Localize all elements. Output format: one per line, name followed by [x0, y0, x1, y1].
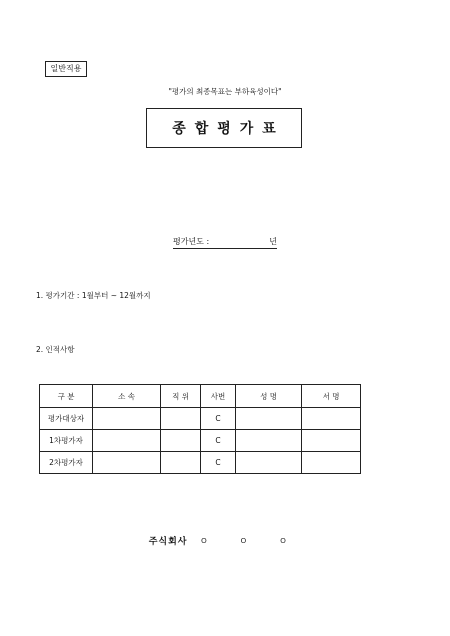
document-type-tag: 일반직용 — [45, 61, 87, 77]
row-label: 평가대상자 — [40, 408, 93, 430]
header-signature: 서 명 — [302, 385, 361, 408]
row-label: 1차평가자 — [40, 430, 93, 452]
employee-id-cell[interactable]: C — [201, 430, 236, 452]
department-cell[interactable] — [93, 408, 161, 430]
table-row — [40, 452, 361, 474]
header-division: 구 분 — [40, 385, 93, 408]
row-label: 2차평가자 — [40, 452, 93, 474]
position-cell[interactable] — [161, 408, 201, 430]
title-box — [146, 108, 302, 148]
signature-cell[interactable] — [302, 452, 361, 474]
name-cell[interactable] — [236, 408, 302, 430]
evaluation-year-unit: 년 — [269, 237, 277, 246]
department-cell[interactable] — [93, 452, 161, 474]
page-title: 종합평가표 — [172, 121, 285, 137]
header-department: 소 속 — [93, 385, 161, 408]
table-header-row — [40, 385, 361, 408]
name-cell[interactable] — [236, 452, 302, 474]
header-employee-id: 사번 — [201, 385, 236, 408]
company-name: 주식회사 — [148, 537, 188, 547]
employee-id-cell[interactable]: C — [201, 452, 236, 474]
company-placeholder: ㅇ ㅇ ㅇ — [199, 537, 302, 547]
position-cell[interactable] — [161, 452, 201, 474]
department-cell[interactable] — [93, 430, 161, 452]
motto-text: "평가의 최종목표는 부하육성이다" — [168, 87, 282, 96]
company-signature-line — [0, 534, 450, 547]
evaluation-year-label: 평가년도 : — [173, 237, 210, 246]
header-name: 성 명 — [236, 385, 302, 408]
table-row — [40, 408, 361, 430]
name-cell[interactable] — [236, 430, 302, 452]
signature-cell[interactable] — [302, 408, 361, 430]
employee-id-cell[interactable]: C — [201, 408, 236, 430]
evaluation-period: 1. 평가기간 : 1월부터 ~ 12월까지 — [36, 291, 151, 300]
personal-info-table — [39, 384, 361, 474]
header-position: 직 위 — [161, 385, 201, 408]
evaluation-year-field — [173, 236, 277, 249]
signature-cell[interactable] — [302, 430, 361, 452]
personal-info-heading: 2. 인적사항 — [36, 345, 75, 354]
table-row — [40, 430, 361, 452]
position-cell[interactable] — [161, 430, 201, 452]
